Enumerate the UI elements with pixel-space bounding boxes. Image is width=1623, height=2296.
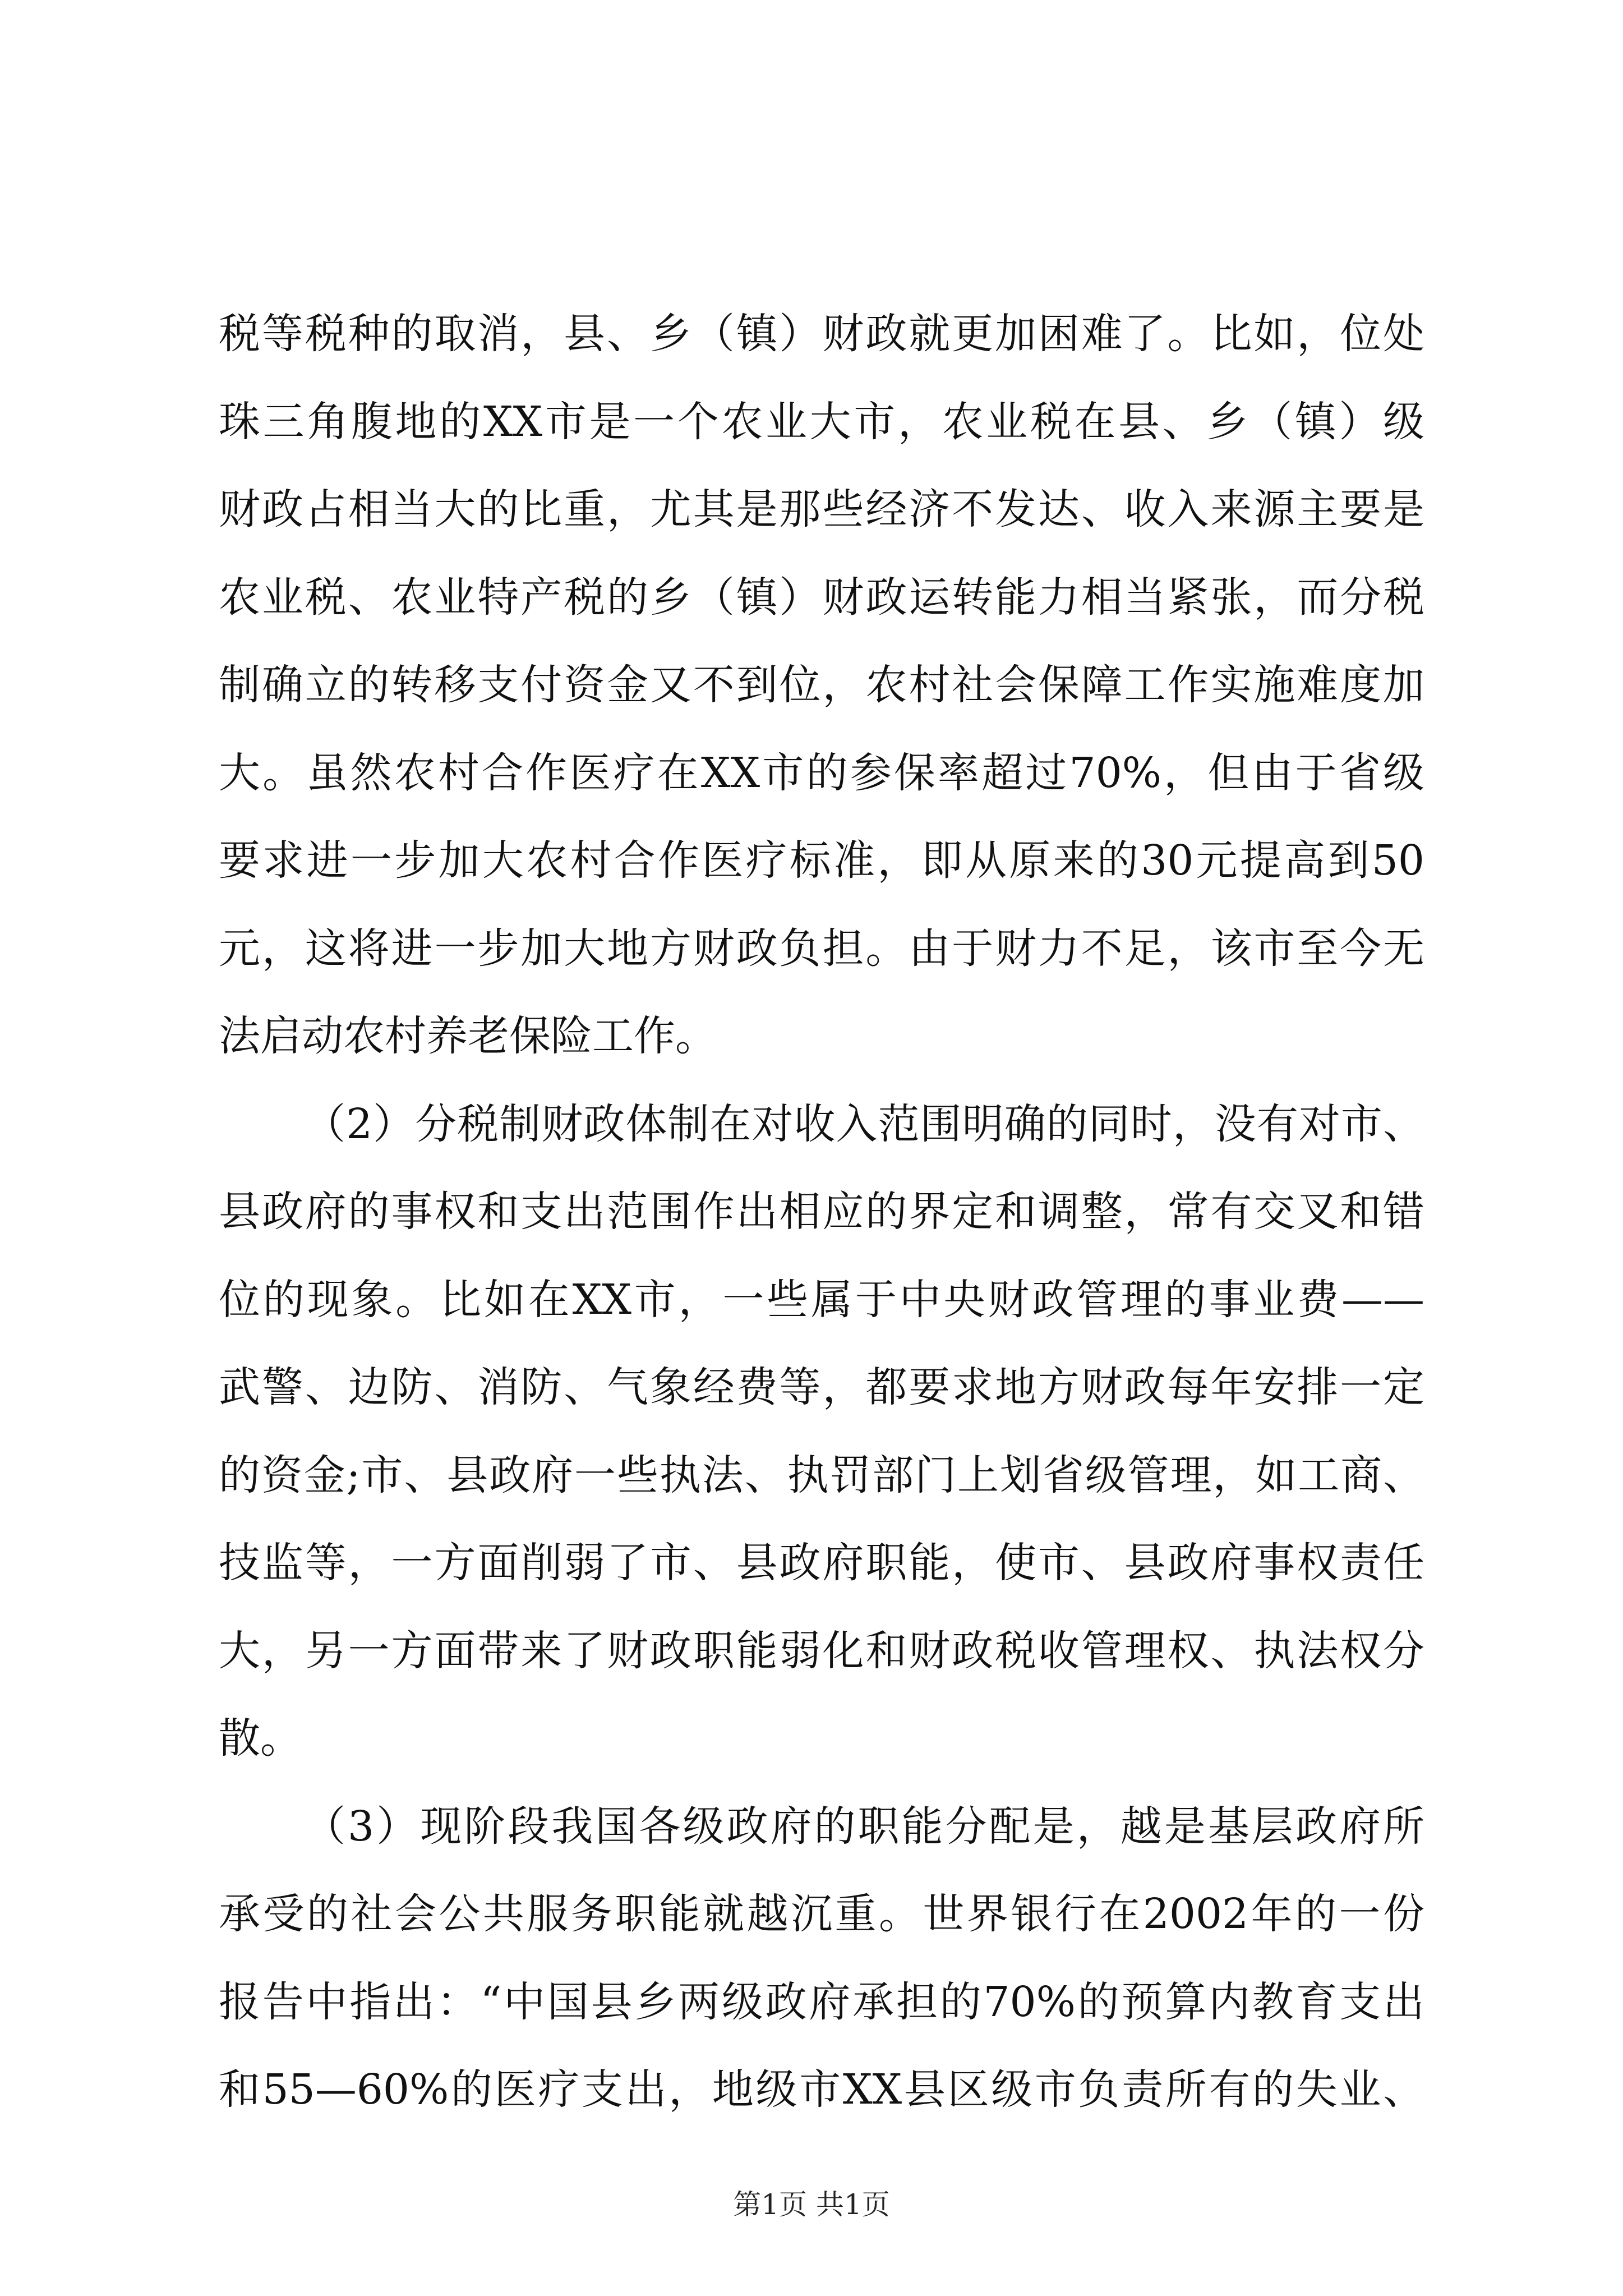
text-line: 珠三角腹地的XX市是一个农业大市，农业税在县、乡（镇）级 — [219, 398, 1424, 446]
page-footer: 第1页 共1页 — [733, 2188, 890, 2221]
text-line: 大，另一方面带来了财政职能弱化和财政税收管理权、执法权分 — [219, 1627, 1424, 1675]
text-line: 技监等，一方面削弱了市、县政府职能，使市、县政府事权责任 — [219, 1539, 1424, 1587]
text-line: 元，这将进一步加大地方财政负担。由于财力不足，该市至今无 — [219, 924, 1424, 973]
text-line: 和55—60%的医疗支出，地级市XX县区级市负责所有的失业、 — [219, 2065, 1424, 2114]
paragraph-first-line: （2）分税制财政体制在对收入范围明确的同时，没有对市、 — [304, 1100, 1424, 1148]
text-line: 武警、边防、消防、气象经费等，都要求地方财政每年安排一定 — [219, 1363, 1424, 1411]
text-line: 法启动农村养老保险工作。 — [219, 1012, 717, 1060]
text-line: 大。虽然农村合作医疗在XX市的参保率超过70%，但由于省级 — [219, 749, 1424, 797]
text-line: 报告中指出：“中国县乡两级政府承担的70%的预算内教育支出 — [219, 1978, 1424, 2026]
text-line: 制确立的转移支付资金又不到位，农村社会保障工作实施难度加 — [219, 661, 1424, 709]
text-line: 县政府的事权和支出范围作出相应的界定和调整，常有交叉和错 — [219, 1188, 1424, 1236]
text-line: 的资金;市、县政府一些执法、执罚部门上划省级管理，如工商、 — [219, 1451, 1424, 1499]
text-line: 要求进一步加大农村合作医疗标准，即从原来的30元提高到50 — [219, 836, 1424, 885]
text-line: 农业税、农业特产税的乡（镇）财政运转能力相当紧张，而分税 — [219, 573, 1424, 622]
text-line: 散。 — [219, 1714, 302, 1763]
text-line: 税等税种的取消，县、乡（镇）财政就更加困难了。比如，位处 — [219, 310, 1424, 358]
text-line: 财政占相当大的比重，尤其是那些经济不发达、收入来源主要是 — [219, 485, 1424, 533]
text-line: 位的现象。比如在XX市，一些属于中央财政管理的事业费—— — [219, 1276, 1424, 1324]
text-line: 承受的社会公共服务职能就越沉重。世界银行在2002年的一份 — [219, 1890, 1424, 1938]
paragraph-first-line: （3）现阶段我国各级政府的职能分配是，越是基层政府所 — [304, 1802, 1424, 1851]
